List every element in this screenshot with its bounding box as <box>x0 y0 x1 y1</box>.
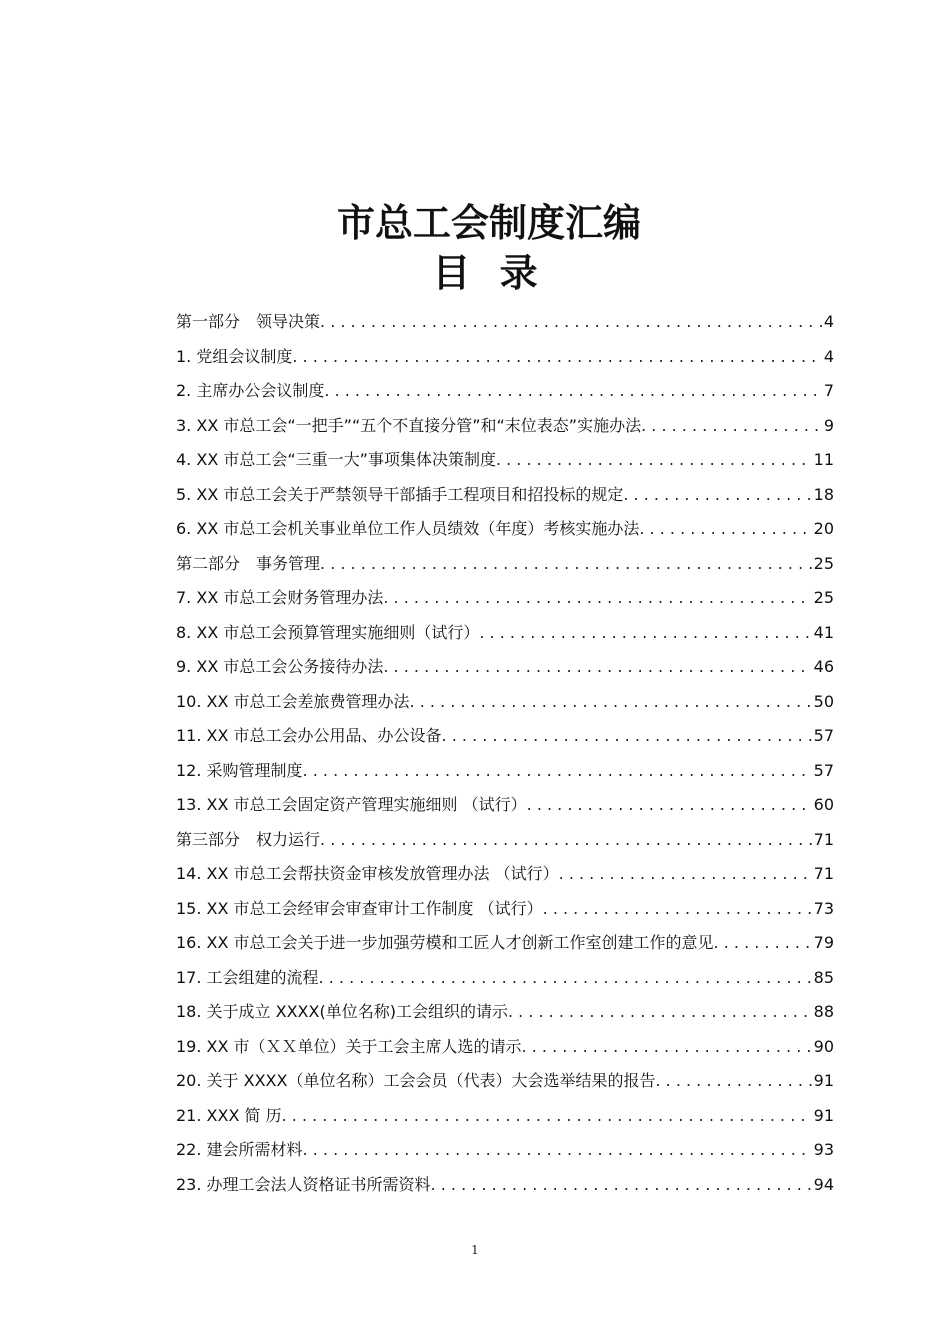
toc-dot-leader <box>324 374 821 409</box>
toc-entry-title: 第二部分 事务管理 <box>176 553 321 573</box>
toc-entry[interactable] <box>176 512 834 547</box>
toc-entry-title: 13. XX 市总工会固定资产管理实施细则 （试行） <box>176 795 527 814</box>
toc-entry-title: 14. XX 市总工会帮扶资金审核发放管理办法 （试行） <box>176 864 559 883</box>
toc-entry[interactable] <box>176 857 834 892</box>
toc-entry-page: 25 <box>813 553 834 573</box>
toc-dot-leader <box>431 1168 812 1203</box>
toc-dot-leader <box>319 961 812 996</box>
toc-entry-title: 7. XX 市总工会财务管理办法 <box>176 588 384 607</box>
toc-heading: 目 录 <box>432 250 546 295</box>
document-title: 市总工会制度汇编 <box>336 200 641 245</box>
toc-entry[interactable] <box>176 547 834 582</box>
toc-dot-leader <box>496 443 812 478</box>
toc-entry-title: 10. XX 市总工会差旅费管理办法 <box>176 691 410 711</box>
toc-entry-page: 94 <box>813 1174 834 1194</box>
toc-entry[interactable] <box>176 961 834 996</box>
toc-dot-leader <box>522 1030 812 1065</box>
toc-entry[interactable] <box>176 1168 834 1203</box>
toc-entry-title: 第一部分 领导决策 <box>176 312 321 331</box>
toc-entry-title: 20. 关于 XXXX（单位名称）工会会员（代表）大会选举结果的报告 <box>176 1071 656 1090</box>
toc-entry-page: 25 <box>813 588 834 607</box>
toc-entry[interactable] <box>176 995 834 1030</box>
toc-entry[interactable] <box>176 1099 834 1134</box>
toc-dot-leader <box>292 340 821 375</box>
toc-dot-leader <box>320 305 822 340</box>
toc-dot-leader <box>442 719 812 754</box>
toc-dot-leader <box>543 892 812 927</box>
toc-dot-leader <box>303 754 812 789</box>
toc-entry[interactable] <box>176 616 834 651</box>
toc-entry-page: 18 <box>813 484 834 504</box>
toc-entry-title: 17. 工会组建的流程 <box>176 967 319 987</box>
toc-entry-title: 12. 采购管理制度 <box>176 760 303 780</box>
toc-entry[interactable] <box>176 788 834 823</box>
toc-entry-page: 20 <box>813 519 834 538</box>
toc-entry[interactable] <box>176 719 834 754</box>
toc-entry-page: 91 <box>813 1071 834 1090</box>
toc-entry-title: 23. 办理工会法人资格证书所需资料 <box>176 1174 431 1194</box>
toc-dot-leader <box>303 1133 812 1168</box>
toc-dot-leader <box>479 616 811 651</box>
toc-entry-page: 85 <box>813 967 834 987</box>
toc-dot-leader <box>559 857 812 892</box>
toc-entry-page: 73 <box>813 898 834 918</box>
toc-dot-leader <box>320 823 812 858</box>
toc-entry-title: 1. 党组会议制度 <box>176 346 293 366</box>
toc-entry-page: 79 <box>813 933 834 952</box>
toc-entry[interactable] <box>176 685 834 720</box>
toc-dot-leader <box>527 788 812 823</box>
toc-entry[interactable] <box>176 1030 834 1065</box>
toc-entry-title: 第三部分 权力运行 <box>176 829 321 849</box>
toc-entry-title: 5. XX 市总工会关于严禁领导干部插手工程项目和招投标的规定 <box>176 484 624 504</box>
toc-entry-title: 2. 主席办公会议制度 <box>176 381 325 400</box>
toc-dot-leader <box>320 547 812 582</box>
toc-entry-title: 16. XX 市总工会关于进一步加强劳模和工匠人才创新工作室创建工作的意见 <box>176 933 714 952</box>
toc-entry[interactable] <box>176 409 834 444</box>
toc-entry-page: 57 <box>813 760 834 780</box>
toc-entry-page: 4 <box>823 312 834 331</box>
toc-entry-title: 4. XX 市总工会“三重一大”事项集体决策制度 <box>176 450 496 469</box>
toc-entry-title: 6. XX 市总工会机关事业单位工作人员绩效（年度）考核实施办法 <box>176 519 640 538</box>
toc-entry-title: 8. XX 市总工会预算管理实施细则（试行） <box>176 622 480 642</box>
toc-entry-page: 91 <box>813 1105 834 1125</box>
toc-entry[interactable] <box>176 478 834 513</box>
toc-entry-page: 9 <box>823 415 834 435</box>
toc-entry[interactable] <box>176 823 834 858</box>
table-of-contents <box>176 305 834 1202</box>
toc-entry-title: 11. XX 市总工会办公用品、办公设备 <box>176 726 442 745</box>
toc-entry-page: 46 <box>813 657 834 676</box>
toc-entry-page: 57 <box>813 726 834 745</box>
toc-entry-page: 60 <box>813 795 834 814</box>
toc-entry-page: 41 <box>813 622 834 642</box>
toc-entry-title: 22. 建会所需材料 <box>176 1140 303 1159</box>
toc-dot-leader <box>410 685 812 720</box>
toc-dot-leader <box>623 478 811 513</box>
toc-entry-title: 3. XX 市总工会“一把手”“五个不直接分管”和“末位表态”实施办法 <box>176 415 642 435</box>
toc-entry-page: 4 <box>823 346 834 366</box>
toc-dot-leader <box>655 1064 811 1099</box>
toc-entry-page: 71 <box>813 864 834 883</box>
toc-dot-leader <box>641 409 822 444</box>
toc-dot-leader <box>714 926 812 961</box>
toc-entry[interactable] <box>176 892 834 927</box>
toc-entry[interactable] <box>176 1064 834 1099</box>
toc-entry[interactable] <box>176 581 834 616</box>
toc-entry-page: 50 <box>813 691 834 711</box>
toc-entry[interactable] <box>176 340 834 375</box>
toc-entry[interactable] <box>176 650 834 685</box>
toc-dot-leader <box>383 650 811 685</box>
toc-entry[interactable] <box>176 926 834 961</box>
toc-entry[interactable] <box>176 305 834 340</box>
toc-entry-page: 88 <box>813 1002 834 1021</box>
toc-dot-leader <box>282 1099 812 1134</box>
toc-entry-title: 15. XX 市总工会经审会审查审计工作制度 （试行） <box>176 898 543 918</box>
toc-dot-leader <box>508 995 812 1030</box>
toc-entry-page: 11 <box>813 450 834 469</box>
toc-entry-page: 93 <box>813 1140 834 1159</box>
toc-entry-page: 71 <box>813 829 834 849</box>
toc-entry-title: 21. XXX 简 历 <box>176 1105 282 1125</box>
toc-entry-page: 90 <box>813 1036 834 1056</box>
toc-entry-title: 9. XX 市总工会公务接待办法 <box>176 657 384 676</box>
toc-entry[interactable] <box>176 754 834 789</box>
toc-entry[interactable] <box>176 374 834 409</box>
toc-entry[interactable] <box>176 1133 834 1168</box>
toc-dot-leader <box>639 512 811 547</box>
toc-entry[interactable] <box>176 443 834 478</box>
toc-entry-title: 18. 关于成立 XXXX(单位名称)工会组织的请示 <box>176 1002 508 1021</box>
page-number: 1 <box>471 1243 479 1257</box>
toc-entry-page: 7 <box>823 381 834 400</box>
toc-entry-title: 19. XX 市（ＸＸ单位）关于工会主席人选的请示 <box>176 1036 522 1056</box>
toc-dot-leader <box>383 581 811 616</box>
